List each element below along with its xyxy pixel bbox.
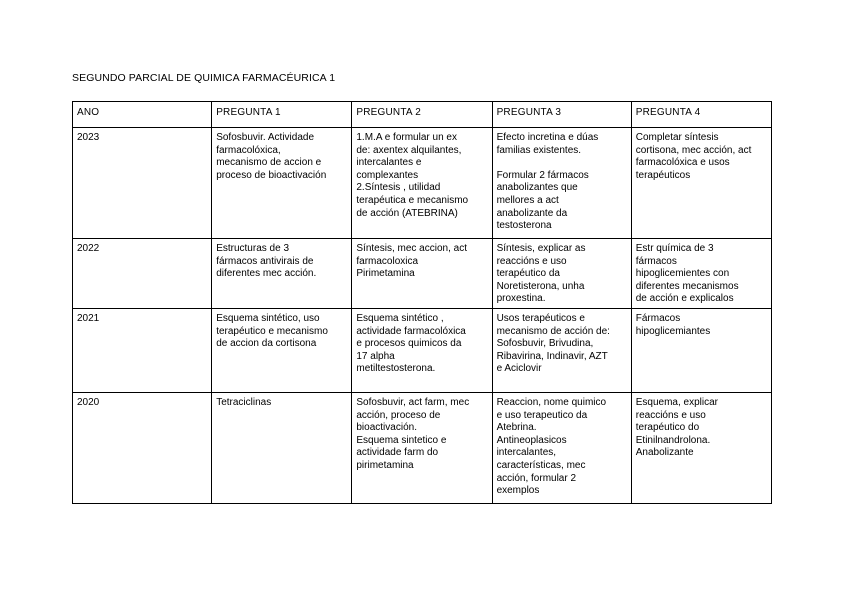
question-4-cell: Fármacos hipoglicemiantes: [631, 309, 771, 393]
question-2-cell: Esquema sintético , actividade farmacolóxica e procesos quimicos da 17 alpha metiltestosterona.: [352, 309, 492, 393]
exam-questions-table: [72, 101, 772, 504]
year-cell: 2022: [73, 239, 212, 309]
table-row: [73, 239, 772, 309]
header-question-2: PREGUNTA 2: [352, 102, 492, 128]
question-4-cell: Completar síntesis cortisona, mec acción, act farmacolóxica e usos terapéuticos: [631, 128, 771, 239]
question-2-cell: Sofosbuvir, act farm, mec acción, proceso de bioactivación. Esquema sintetico e actividade farm do pirimetamina: [352, 393, 492, 504]
header-question-1: PREGUNTA 1: [212, 102, 352, 128]
question-1-cell: Estructuras de 3 fármacos antivirais de diferentes mec acción.: [212, 239, 352, 309]
question-3-cell: Efecto incretina e dúas familias existentes. Formular 2 fármacos anabolizantes que mellores a act anabolizante da testosterona: [492, 128, 631, 239]
year-cell: 2021: [73, 309, 212, 393]
header-question-4: PREGUNTA 4: [631, 102, 771, 128]
year-cell: 2020: [73, 393, 212, 504]
question-1-cell: Esquema sintético, uso terapéutico e mecanismo de accion da cortisona: [212, 309, 352, 393]
question-2-cell: 1.M.A e formular un ex de: axentex alquilantes, intercalantes e complexantes 2.Síntesis , utilidad terapéutica e mecanismo de acción (ATEBRINA): [352, 128, 492, 239]
question-1-cell: Tetraciclinas: [212, 393, 352, 504]
table-row: [73, 309, 772, 393]
header-year: ANO: [73, 102, 212, 128]
question-3-cell: Usos terapéuticos e mecanismo de acción de: Sofosbuvir, Brivudina, Ribavirina, Indinavir, AZT e Aciclovir: [492, 309, 631, 393]
question-4-cell: Estr química de 3 fármacos hipoglicemientes con diferentes mecanismos de acción e explicalos: [631, 239, 771, 309]
question-3-cell: Síntesis, explicar as reaccións e uso terapéutico da Noretisterona, unha proxestina.: [492, 239, 631, 309]
question-2-cell: Síntesis, mec accion, act farmacoloxica Pirimetamina: [352, 239, 492, 309]
header-question-3: PREGUNTA 3: [492, 102, 631, 128]
table-row: [73, 393, 772, 504]
question-1-cell: Sofosbuvir. Actividade farmacolóxica, mecanismo de accion e proceso de bioactivación: [212, 128, 352, 239]
question-4-cell: Esquema, explicar reaccións e uso terapéutico do Etinilnandrolona. Anabolizante: [631, 393, 771, 504]
document-title: SEGUNDO PARCIAL DE QUIMICA FARMACÉURICA 1: [72, 72, 336, 84]
table-header-row: [73, 102, 772, 128]
table-row: [73, 128, 772, 239]
question-3-cell: Reaccion, nome quimico e uso terapeutico da Atebrina. Antineoplasicos intercalantes, características, mec acción, formular 2 exemplos: [492, 393, 631, 504]
year-cell: 2023: [73, 128, 212, 239]
